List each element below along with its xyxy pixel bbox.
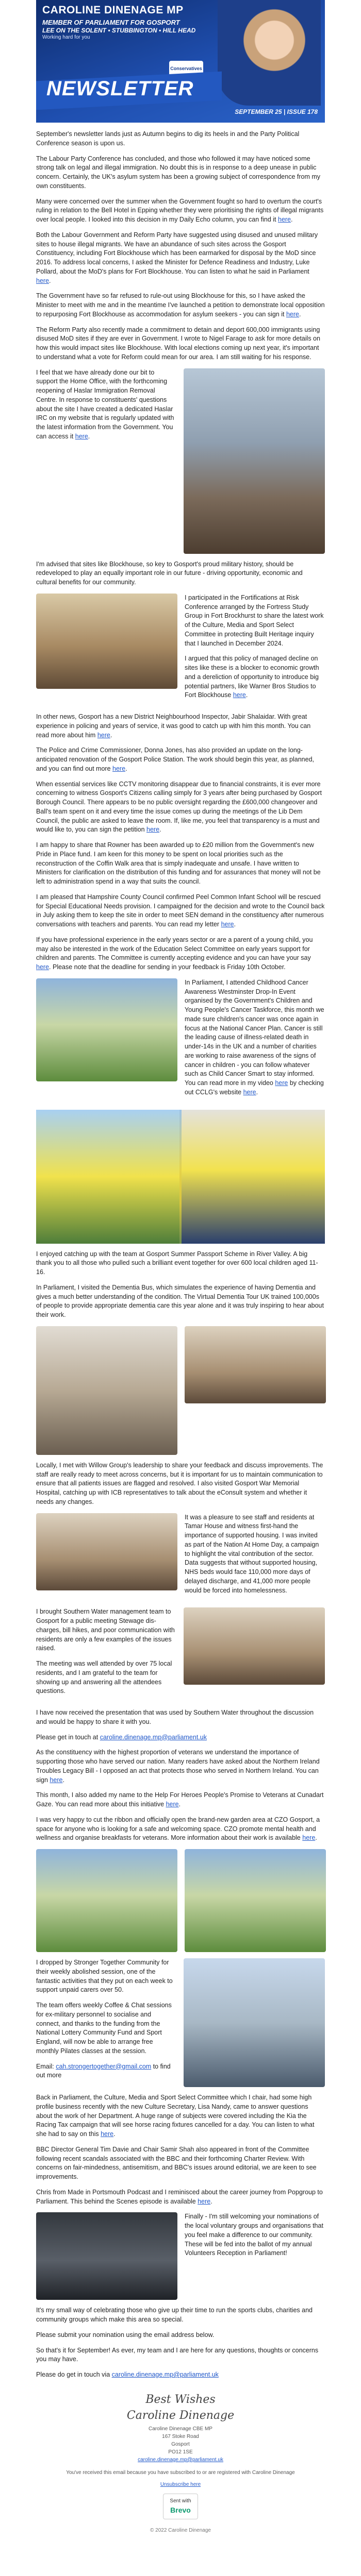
tamar-row: [36, 1513, 325, 1602]
touch-email-link[interactable]: caroline.dinenage.mp@parliament.uk: [111, 2371, 219, 2378]
select-text: If you have professional experience in the early years sector or are a parent of a young child, you may also be interested in the work of the Education Select Committee on early years support for children and parents. The Committee is currently accepting evidence and you can have your say: [36, 936, 313, 962]
petition-paragraph: The Government have so far refused to rule-out using Blockhouse for this, so I have asked the Minister to meet with me and in the meantime I've launched a petition to demonstrate local opposition to repurposing Fort Blockhouse as accommodation for asylum seekers - you can sign it here.: [36, 292, 325, 318]
stronger-paragraph-2: The team offers weekly Coffee & Chat sessions for ex-military personnel to socialise and connect, and thanks to the funding from the National Lottery Community Fund and Sport England, will now be able to arrange free monthly Pilates classes at the session.: [36, 2002, 172, 2055]
volunteers-row: [36, 2212, 325, 2300]
contact-text: Please get in touch at: [36, 1733, 99, 1741]
haslar-paragraph: I feel that we have already done our bit to support the Home Office, with the forthcoming reopening of Haslar Immigration Removal Centre. In response to constituents' questions about the site I have created a dedicated Haslar IRC on my website that is regularly updated with the latest information from the Government. You can access it here.: [36, 368, 174, 440]
conference-group-photo: [36, 594, 177, 689]
podcast-text: Chris from Made in Portsmouth Podcast and I reminisced about the career journey from Popgroup to Parliament. This behind the Scenes episode is available: [36, 2188, 323, 2205]
volunteers-paragraph: Finally - I'm still welcoming your nominations of the local voluntary groups and organisations that you feel make a difference to our community. These will be fed into the ballot of my annual Volunteers Reception in Parliament!: [185, 2213, 323, 2257]
newsletter: [36, 0, 325, 2534]
footer-line-1: Caroline Dinenage CBE MP: [149, 2426, 212, 2432]
childhood-text: In Parliament, I attended Childhood Cancer Awareness Westminster Drop-In Event organised by the Government's Children and Young People's Cancer Taskforce, this month we made sure children's cancer was once again in focus at the National Cancer Plan. Cancer is still the leading cause of illness-related death in under-14s in the UK and a number of charities are working to raise awareness of the signs of cancer in children - you can follow whatever such as Child Cancer Smart to stay informed. You can read more in my video: [185, 978, 324, 1087]
intro-paragraph-3: Many were concerned over the summer when the Government fought so hard to overturn the court's ruling in relation to the Bell Hotel in Epping whether they were prioritising the rights of illegal migrants over local people. I looked into this decision in my Daily Echo column, you can find it here.: [36, 197, 324, 223]
veterans-paragraph: As the constituency with the highest proportion of veterans we understand the importance of supporting those who have served our nation. Many readers have asked about the Northern Ireland Troubles Legacy Bill - I opposed an act that protects those who served in Northern Ireland. You can sign here.: [36, 1749, 320, 1784]
footer-notice: You've received this email because you have subscribed to or are registered with Caroline Dinenage: [66, 2469, 295, 2476]
willow-row: [36, 1326, 325, 1455]
email-after: to find out more: [36, 2062, 171, 2079]
summer-passport-photo: [36, 1110, 325, 1244]
stronger-together-photo: [184, 1958, 325, 2087]
asylum-paragraph: Both the Labour Government and Reform Party have suggested using disused and unused military sites to house illegal migrants. We have an abundance of such sites across the Gosport Constituency, including Fort Blockhouse which has been earmarked for disposal by the MoD since 2016. To address local concerns, I asked the Minister for Defence Readiness and Industry, Luke Pollard, about the MoD's plans for Fort Blockhouse. You can listen to what he said in Parliament here.: [36, 231, 318, 284]
cctv-text: When essential services like CCTV monitoring disappear due to financial constraints, it is ever more concerning to witness Gosport's Citizens calling simply for 3 years after being purchased by Gosport Borough Council. There appears to be no public oversight regarding the £600,000 changeover and Ball's team spent on it and every time the issue comes up during the meetings of the Lib Dem Council, the public are asked to leave the room. If, like me, you feel that transparency is a must and would like to, you can sign the petition: [36, 780, 322, 834]
mp-portrait: [218, 0, 321, 106]
inspector-link[interactable]: here: [97, 731, 110, 739]
podcast-link[interactable]: here: [198, 2197, 211, 2205]
childhood-paragraph: In Parliament, I attended Childhood Cancer Awareness Westminster Drop-In Event organised by the Government's Children and Young People's Cancer Taskforce, this month we made sure children's cancer was once again in focus at the National Cancer Plan. Cancer is still the leading cause of illness-related death in under-14s in the UK and a number of charities are working to raise awareness of the signs of cancer in children - you can follow whatever such as Child Cancer Smart to stay informed. You can read more in my video here by checking out CCLG's website here.: [185, 978, 324, 1096]
tamar-paragraph: It was a pleasure to see staff and residents at Tamar House and witness first-hand the importance of supported housing. I was invited as part of the Nation At Home Day, a campaign to highlight the vital contribution of the sector. Data suggests that without supported housing, NHS beds would face 110,000 more days of delayed discharge, and 41,000 more people would be forced into homelessness.: [185, 1513, 319, 1594]
mp-tagline: Working hard for you: [42, 35, 90, 40]
cclg-link[interactable]: here: [243, 1088, 256, 1096]
mp-role: MEMBER OF PARLIAMENT FOR GOSPORT: [42, 19, 180, 26]
bbc-paragraph: BBC Director General Tim Davie and Chair Samir Shah also appeared in front of the Committee following recent scandals associated with the BBC and their forthcoming Charter Review. With concerns on fair-mindedness, antisemitism, and BBC's issues around editorial, we are keen to see improvements.: [36, 2145, 317, 2180]
stronger-email-paragraph: [36, 2062, 176, 2081]
footer-line-2: 167 Stoke Road: [162, 2433, 199, 2439]
send-paragraph: I am pleased that Hampshire County Council confirmed Peel Common Infant School will be rescued for Special Educational Needs provision. I campaigned for the decision and wrote to the Council back in July asking them to keep the site in order to meet SEN demand in the constituency after numerous conversations with teachers and parents. You can read my letter here.: [36, 893, 325, 928]
childhood-row: [36, 978, 325, 1104]
public-meeting-photo: [184, 1607, 325, 1685]
intro-paragraph-2: The Labour Party Conference has concluded, and those who followed it may have noticed some strong talk on legal and illegal immigration. No doubt this is in response to a deep unease in public concern. Certainly, the UK's asylum system has been a growing subject of correspondence from my own constituents.: [36, 155, 321, 190]
hospital-visit-photo: [185, 1326, 326, 1403]
send-text: I am pleased that Hampshire County Council confirmed Peel Common Infant School will be rescued for Special Educational Needs provision. I campaigned for the decision and wrote to the Council back in July asking them to keep the site in order to meet SEN demand in the constituency after numerous conversations with teachers and parents. You can read my letter: [36, 893, 325, 928]
rowner-paragraph: I am happy to share that Rowner has been awarded up to £20 million from the Government's new Pride in Place fund. I am keen for this money to be spent on local priorities such as the reconstruction of the Coffin Walk area that is simply inadequate and unsafe. I have written to Ministers for clarification on the distribution of this funding and for assurances that money will not be left to administration spend in a way that suits the council.: [36, 841, 321, 885]
heritage-link[interactable]: here: [233, 691, 246, 699]
culture-committee-paragraph: Back in Parliament, the Culture, Media and Sport Select Committee which I chair, had some high profile business recently with the new Culture Secretary, Lisa Nandy, came to answer questions about the work of her Department. A huge range of subjects were covered including the Kia the Racing Tax campaign that will see horse racing fixtures cancelled for a day. You can listen to what she had to say on this here.: [36, 2094, 315, 2138]
mp-name: CAROLINE DINENAGE MP: [42, 4, 184, 16]
willow-paragraph: Locally, I met with Willow Group's leadership to share your feedback and discuss improvements. The staff are really ready to meet across concerns, but it is important for us to maintain communication to ensure that all patients issues are flagged and resolved. I also visited Gosport War Memorial Hospital, catching up with ICB representatives to talk about the eConsult system and whether it needs any changes.: [36, 1461, 323, 1505]
issue-label: SEPTEMBER 25 | ISSUE 178: [235, 108, 318, 115]
childhood-cancer-photo: [36, 978, 177, 1081]
fortifications-row: [36, 594, 325, 706]
southern-row: [36, 1607, 325, 1702]
select-committee-paragraph: [36, 936, 325, 972]
signature: Caroline Dinenage: [126, 2409, 235, 2422]
meeting-paragraph: The meeting was well attended by over 75 local residents, and I am grateful to the team for showing up and answering all the attendees questions.: [36, 1660, 172, 1695]
garden-opening-photo: [36, 1849, 177, 1952]
dementia-bus-photo: [36, 1326, 177, 1455]
brevo-small-text: Sent with: [170, 2498, 191, 2504]
police-link[interactable]: here: [112, 765, 126, 772]
cctv-paragraph: When essential services like CCTV monitoring disappear due to financial constraints, it is ever more concerning to witness Gosport's Citizens calling simply for 3 years after being purchased by Gosport Borough Council. There appears to be no public oversight regarding the £600,000 changeover and Ball's team spent on it and every time the issue comes up during the meetings of the Lib Dem Council, the public are asked to leave the room. If, like me, you feel that transparency is a must and would like to, you can sign the petition here.: [36, 780, 322, 834]
footer-line-3: Gosport: [171, 2441, 190, 2447]
thanks-paragraph: So that's it for September! As ever, my team and I are here for any questions, thoughts or concerns you may have.: [36, 2346, 319, 2363]
intro-paragraph-1: September's newsletter lands just as Autumn begins to dig its heels in and the Party Political Conference season is upon us.: [36, 130, 300, 147]
brevo-logo: Brevo: [170, 2505, 191, 2514]
heroes-paragraph: This month, I also added my name to the Help For Heroes People's Promise to Veterans at Cunadart Gaze. You can read more about this initiative here.: [36, 1791, 324, 1808]
email-label: Email:: [36, 2062, 54, 2070]
haslar-link[interactable]: here: [75, 432, 88, 440]
footer: [36, 2425, 325, 2534]
contact-email-link[interactable]: caroline.dinenage.mp@parliament.uk: [100, 1733, 207, 1741]
summer-photo-right: [182, 1110, 325, 1244]
brevo-badge[interactable]: [163, 2494, 198, 2519]
presentation-paragraph: I have now received the presentation that was used by Southern Water throughout the discussion and would be happy to share it with you.: [36, 1709, 314, 1725]
ribbon-cutting-photo: [185, 1849, 326, 1952]
petition-link[interactable]: here: [286, 310, 299, 318]
signature-area: [36, 2393, 325, 2422]
podcast-paragraph: Chris from Made in Portsmouth Podcast and I reminisced about the career journey from Popgroup to Parliament. This behind the Scenes episode is available here.: [36, 2188, 323, 2205]
fortifications-paragraph: I participated in the Fortifications at Risk Conference arranged by the Fortress Study Group in Fort Brockhurst to share the latest work of the Culture, Media and Sport Select Committee in protecting Built Heritage inquiry that I launched in December 2024.: [185, 594, 324, 647]
newsletter-header: [36, 0, 325, 123]
southern-paragraph: I brought Southern Water management team to Gosport for a public meeting Stewage dis-charges, bill hikes, and poor communication with residents are only a few examples of the issues raised.: [36, 1608, 175, 1652]
veterans-link[interactable]: here: [50, 1776, 63, 1784]
culture-link[interactable]: here: [101, 2130, 114, 2138]
footer-line-4: PO12 1SE: [168, 2449, 193, 2455]
cctv-link[interactable]: here: [146, 826, 160, 834]
newsletter-title: NEWSLETTER: [46, 77, 194, 100]
ribbon-paragraph: I was very happy to cut the ribbon and officially open the brand-new garden area at CZO Gosport, a space for anyone who is looking for a safe and welcoming space. CZO promote mental health and wellness and organise breakfasts for veterans. More information about their work is available here.: [36, 1816, 320, 1842]
contact-paragraph: [36, 1733, 325, 1742]
asylum-text: Both the Labour Government and Reform Party have suggested using disused and unused military sites to house illegal migrants. We have an abundance of such sites across the Gosport Constituency, including Fort Blockhouse which has been earmarked for disposal by the MoD since 2016. To address local concerns, I asked the Minister for Defence Readiness and Industry, Luke Pollard, about the MoD's plans for Fort Blockhouse. You can listen to what he said in Parliament: [36, 231, 318, 275]
heritage-text: I argued that this policy of managed decline on sites like these is a blocker to economic growth and a dereliction of opportunity to introduce big potential partners, like Warner Bros Studios to Fort Blockhouse: [185, 655, 319, 699]
inspector-text: In other news, Gosport has a new District Neighbourhood Inspector, Jabir Shalaidar. With great experience in policing and years of service, it was good to catch up with him this month. You can read more about him: [36, 713, 311, 739]
copyright: © 2022 Caroline Dinenage: [150, 2527, 211, 2533]
intro-link[interactable]: here: [278, 216, 291, 223]
tamar-house-photo: [36, 1513, 177, 1590]
summer-paragraph: I enjoyed catching up with the team at Gosport Summer Passport Scheme in River Valley. A big thank you to all those who pulled such a brilliant event together for over 600 local children aged 11-16.: [36, 1250, 318, 1276]
submit-paragraph: Please submit your nomination using the email address below.: [36, 2331, 215, 2338]
heroes-text: This month, I also added my name to the Help For Heroes People's Promise to Veterans at Cunadart Gaze. You can read more about this initiative: [36, 1791, 324, 1808]
heritage-paragraph: I argued that this policy of managed decline on sites like these is a blocker to economic growth and a dereliction of opportunity to introduce big potential partners, like Warner Bros Studios to Fort Blockhouse here.: [185, 655, 319, 699]
inspector-paragraph: In other news, Gosport has a new District Neighbourhood Inspector, Jabir Shalaidar. With great experience in policing and years of service, it was good to catch up with him this month. You can read more about him here.: [36, 713, 311, 739]
veterans-text: As the constituency with the highest proportion of veterans we understand the importance of supporting those who have served our nation. Many readers have asked about the Northern Ireland Troubles Legacy Bill - I opposed an act that protects those who served in Northern Ireland. You can sign: [36, 1749, 320, 1784]
select-after: . Please note that the deadline for sending in your feedback is Friday 10th October.: [49, 963, 286, 971]
childhood-after: by checking out CCLG's website: [185, 1079, 324, 1096]
signoff: Best Wishes: [145, 2393, 216, 2406]
haslar-text: I feel that we have already done our bit to support the Home Office, with the forthcoming reopening of Haslar Immigration Removal Centre. In response to constituents' questions about the site I have created a dedicated Haslar IRC on my website that is regularly updated with the latest information from the Government. You can access it: [36, 368, 174, 440]
petition-text: The Government have so far refused to rule-out using Blockhouse for this, so I have asked the Minister to meet with me and in the meantime I've launched a petition to demonstrate local opposition to repurposing Fort Blockhouse as accommodation for asylum seekers - you can sign it: [36, 292, 325, 318]
heroes-link[interactable]: here: [166, 1801, 179, 1808]
touch-paragraph: [36, 2370, 325, 2380]
summer-photo-left: [36, 1110, 179, 1244]
footer-email-link[interactable]: caroline.dinenage.mp@parliament.uk: [138, 2456, 223, 2463]
police-paragraph: The Police and Crime Commissioner, Donna Jones, has also provided an update on the long-anticipated renovation of the Gosport Police Station. The work should begin this year, as planned, and you can find out more here.: [36, 747, 314, 772]
stronger-email-link[interactable]: cah.strongertogether@gmail.com: [56, 2062, 152, 2070]
protest-crowd-photo: [184, 368, 325, 554]
stronger-row: [36, 1958, 325, 2087]
select-link[interactable]: here: [36, 963, 50, 971]
ribbon-photos-row: [36, 1849, 325, 1952]
culture-text: Back in Parliament, the Culture, Media and Sport Select Committee which I chair, had some high profile business recently with the new Culture Secretary, Lisa Nandy, came to answer questions about the work of her Department. A huge range of subjects were covered including the Kia the Racing Tax campaign that will see horse racing fixtures cancelled for a day. You can listen to what she had to say on this: [36, 2094, 315, 2138]
mp-area: LEE ON THE SOLENT • STUBBINGTON • HILL HEAD: [42, 27, 196, 34]
haslar-row: [36, 368, 325, 554]
intro-text: Many were concerned over the summer when the Government fought so hard to overturn the court's ruling in relation to the Bell Hotel in Epping whether they were prioritising the rights of illegal migrants over local people. I looked into this decision in my Daily Echo column, you can find it: [36, 197, 324, 223]
dementia-paragraph: In Parliament, I visited the Dementia Bus, which simulates the experience of having Dementia and gives a much better understanding of the condition. The Virtual Dementia Tour UK trained 100,000s of people to provide appropriate dementia care this year alone and it was truly inspiring to hear about their work.: [36, 1283, 324, 1318]
touch-text: Please do get in touch via: [36, 2371, 110, 2378]
unsubscribe-link[interactable]: Unsubscribe here: [160, 2481, 201, 2487]
asylum-link[interactable]: here: [36, 277, 50, 284]
police-text: The Police and Crime Commissioner, Donna Jones, has also provided an update on the long-anticipated renovation of the Gosport Police Station. The work should begin this year, as planned, and you can find out more: [36, 747, 314, 772]
childhood-link[interactable]: here: [275, 1079, 288, 1087]
blockhouse-paragraph: I'm advised that sites like Blockhouse, so key to Gosport's proud military history, should be redeveloped to play an equally important role in our future - driving opportunity, economic and cultural benefits for our community.: [36, 560, 303, 586]
ribbon-text: I was very happy to cut the ribbon and officially open the brand-new garden area at CZO Gosport, a space for anyone who is looking for a safe and welcoming space. CZO promote mental health and wellness and organise breakfasts for veterans. More information about their work is available: [36, 1816, 320, 1842]
podcast-photo: [36, 2212, 177, 2300]
party-logo: Conservatives: [169, 61, 203, 76]
celebrating-paragraph: It's my small way of celebrating those who give up their time to run the sports clubs, charities and community groups which make this area so special.: [36, 2307, 313, 2323]
ribbon-link[interactable]: here: [302, 1834, 316, 1842]
stronger-paragraph: I dropped by Stronger Together Community for their weekly abolished session, one of the fantastic activities that they put on each week to support unpaid carers over 50.: [36, 1959, 173, 1994]
send-letter-link[interactable]: here: [221, 921, 234, 928]
reform-paragraph: The Reform Party also recently made a commitment to detain and deport 600,000 immigrants using disused MoD sites if they are ever in Government. I wrote to Nigel Farage to ask for more details on how this would impact sites like Blockhouse. With local elections coming up next year, it's important to understand what a vote for Reform could mean for our area. I am still waiting for his response.: [36, 326, 320, 361]
